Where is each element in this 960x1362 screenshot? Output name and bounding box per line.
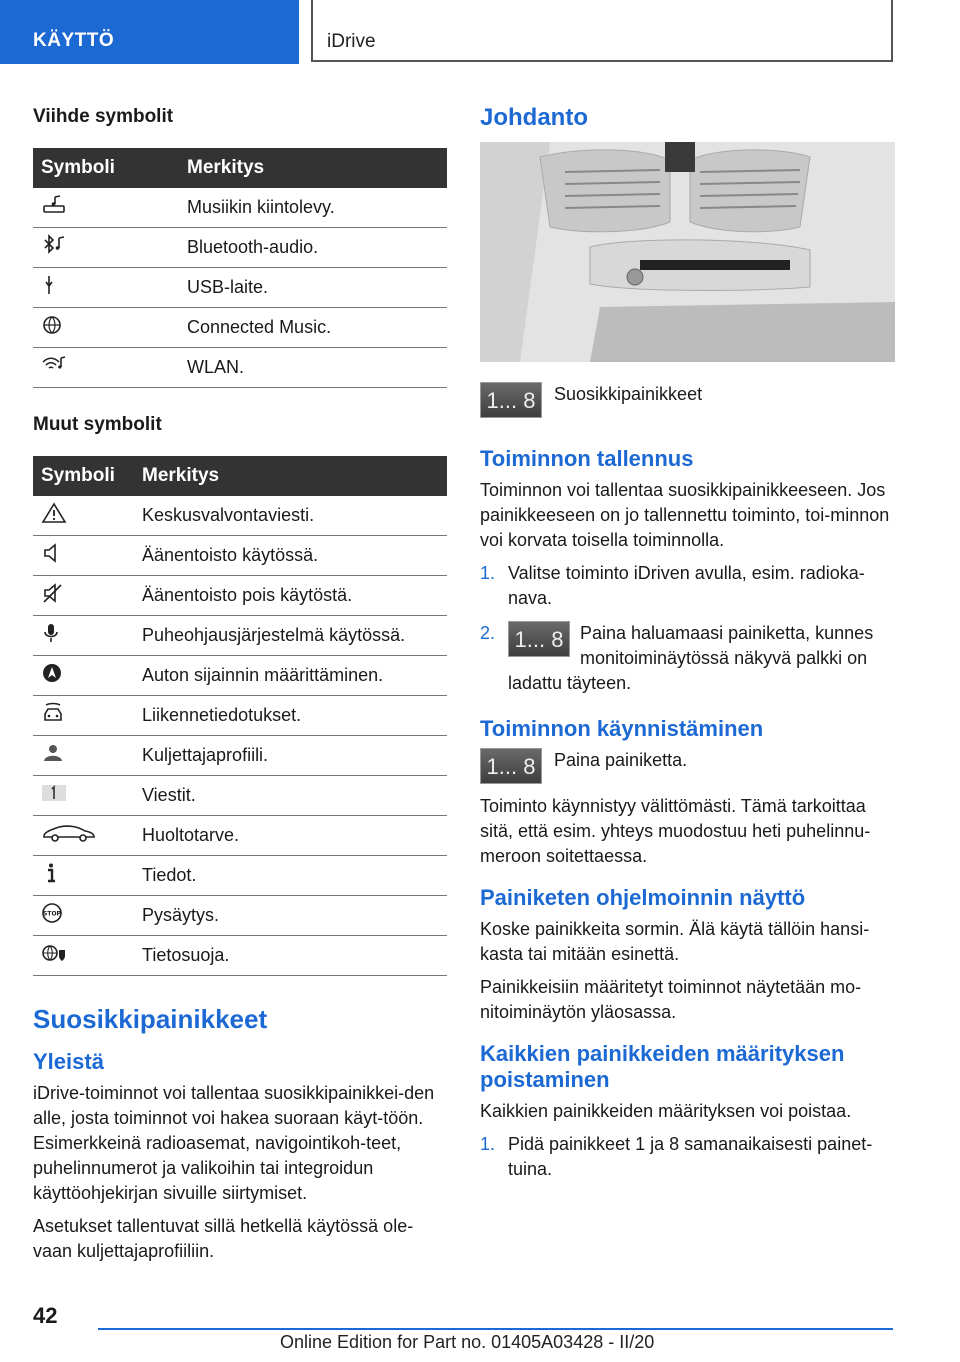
general-paragraph: iDrive-toiminnot voi tallentaa suosikkipainikkei-den alle, josta toiminnot voi hakea suoraan käyt-töön. Esimerkkeinä radioasemat, navigointikoh-teet, puhelinnumerot ja valikoihin tai integroidun käyttöohjekirjan sivuille siirtymiset. — [33, 1083, 435, 1203]
step-text: Paina haluamaasi painiketta, kunnes monitoiminäytössä näkyvä palkki on ladattu täyteen. — [508, 623, 874, 693]
traffic-info-icon — [41, 702, 67, 724]
delete-steps — [480, 1132, 896, 1182]
speaker-icon — [41, 542, 67, 564]
meaning-cell: WLAN. — [179, 348, 447, 388]
location-icon — [41, 662, 67, 684]
table-row — [33, 496, 447, 536]
delete-heading: Kaikkien painikkeiden määrityksen poistaminen — [480, 1041, 845, 1092]
dashboard-illustration — [480, 142, 895, 362]
display-paragraph-2: Painikkeisiin määritetyt toiminnot näytetään mo-nitoiminäytön yläosassa. — [480, 977, 862, 1022]
table-row — [33, 936, 447, 976]
meaning-cell: Tiedot. — [134, 856, 447, 896]
meaning-cell: Kuljettajaprofiili. — [134, 736, 447, 776]
page-number: 42 — [33, 1303, 58, 1328]
message-icon — [41, 782, 67, 804]
bluetooth-audio-icon — [41, 234, 67, 256]
table-header-symbol: Symboli — [33, 456, 134, 496]
info-icon — [41, 862, 67, 884]
connected-music-icon — [41, 314, 67, 336]
meaning-cell: Keskusvalvontaviesti. — [134, 496, 447, 536]
table-row — [33, 896, 447, 936]
meaning-cell: Puheohjausjärjestelmä käytössä. — [134, 616, 447, 656]
table-row — [33, 188, 447, 228]
warning-triangle-icon — [41, 502, 67, 524]
meaning-cell: Liikennetiedotukset. — [134, 696, 447, 736]
entertainment-symbols-table — [33, 148, 447, 388]
list-item — [480, 561, 896, 611]
start-caption: Paina painiketta. — [554, 750, 688, 770]
meaning-cell: Musiikin kiintolevy. — [179, 188, 447, 228]
other-symbols-table — [33, 456, 447, 976]
other-symbols-title: Muut symbolit — [33, 414, 162, 435]
driver-profile-icon — [41, 742, 67, 764]
section-tab — [0, 0, 299, 64]
photo-caption: Suosikkipainikkeet — [554, 384, 703, 404]
table-row — [33, 308, 447, 348]
svg-text:STOP: STOP — [43, 910, 61, 918]
table-row — [33, 856, 447, 896]
start-paragraph: Toiminto käynnistyy välittömästi. Tämä tarkoittaa sitä, että esim. yhteys muodostuu heti puhelinnu-meroon soitettaessa. — [480, 796, 871, 866]
hard-disk-music-icon — [41, 194, 67, 216]
table-row — [33, 268, 447, 308]
chapter-tab — [311, 0, 893, 62]
general-heading: Yleistä — [33, 1049, 104, 1074]
section-label: KÄYTTÖ — [33, 30, 115, 51]
table-row — [33, 228, 447, 268]
display-paragraph: Koske painikkeita sormin. Älä käytä tällöin hansi-kasta tai mitään esinettä. — [480, 919, 870, 964]
delete-paragraph: Kaikkien painikkeiden määrityksen voi poistaa. — [480, 1101, 852, 1121]
table-row — [33, 736, 447, 776]
save-steps — [480, 561, 896, 696]
favorite-button-image: 1... 8 — [480, 748, 542, 784]
save-paragraph: Toiminnon voi tallentaa suosikkipainikkeeseen. Jos painikkeeseen on jo tallennettu toiminto, toi-minnon voi korvata toisella toiminnolla. — [480, 480, 890, 550]
step-number: 1. — [480, 1134, 496, 1154]
step-number: 1. — [480, 563, 496, 583]
left-column — [33, 100, 447, 1272]
meaning-cell: Äänentoisto käytössä. — [134, 536, 447, 576]
start-heading: Toiminnon käynnistäminen — [480, 716, 764, 741]
table-header-meaning: Merkitys — [134, 456, 447, 496]
footer-edition: Online Edition for Part no. 01405A03428 - II/20 — [280, 1332, 655, 1352]
chapter-label: iDrive — [327, 31, 376, 52]
display-heading: Painiketen ohjelmoinnin näyttö — [480, 885, 806, 910]
meaning-cell: Auton sijainnin määrittäminen. — [134, 656, 447, 696]
meaning-cell: Viestit. — [134, 776, 447, 816]
entertainment-symbols-title: Viihde symbolit — [33, 106, 174, 127]
list-item — [480, 1132, 896, 1182]
meaning-cell: Bluetooth-audio. — [179, 228, 447, 268]
usb-icon — [41, 274, 67, 296]
favorite-button-image: 1... 8 — [480, 382, 542, 418]
table-row — [33, 536, 447, 576]
table-row — [33, 656, 447, 696]
intro-heading: Johdanto — [480, 104, 588, 131]
step-text: Valitse toiminto iDriven avulla, esim. radioka-nava. — [508, 563, 865, 608]
microphone-icon — [41, 622, 67, 644]
wlan-icon — [41, 354, 67, 376]
meaning-cell: Connected Music. — [179, 308, 447, 348]
step-text: Pidä painikkeet 1 ja 8 samanaikaisesti painet-tuina. — [508, 1134, 873, 1179]
meaning-cell: Pysäytys. — [134, 896, 447, 936]
meaning-cell: Huoltotarve. — [134, 816, 447, 856]
speaker-off-icon — [41, 582, 67, 604]
stop-icon — [41, 902, 67, 924]
table-row — [33, 576, 447, 616]
step-number: 2. — [480, 623, 496, 643]
table-row — [33, 696, 447, 736]
footer-divider — [98, 1328, 893, 1330]
right-column — [480, 100, 896, 1192]
dashboard-photo — [480, 142, 895, 362]
save-heading: Toiminnon tallennus — [480, 446, 694, 471]
table-header-meaning: Merkitys — [179, 148, 447, 188]
table-row — [33, 616, 447, 656]
meaning-cell: USB-laite. — [179, 268, 447, 308]
table-header-symbol: Symboli — [33, 148, 179, 188]
table-row — [33, 816, 447, 856]
service-car-icon — [41, 822, 97, 844]
table-row — [33, 776, 447, 816]
meaning-cell: Äänentoisto pois käytöstä. — [134, 576, 447, 616]
general-paragraph-2: Asetukset tallentuvat sillä hetkellä käytössä ole-vaan kuljettajaprofiiliin. — [33, 1216, 414, 1261]
table-row — [33, 348, 447, 388]
list-item — [480, 621, 896, 696]
favorites-heading: Suosikkipainikkeet — [33, 1004, 268, 1034]
favorite-button-image: 1... 8 — [508, 621, 570, 657]
privacy-icon — [41, 942, 67, 964]
meaning-cell: Tietosuoja. — [134, 936, 447, 976]
